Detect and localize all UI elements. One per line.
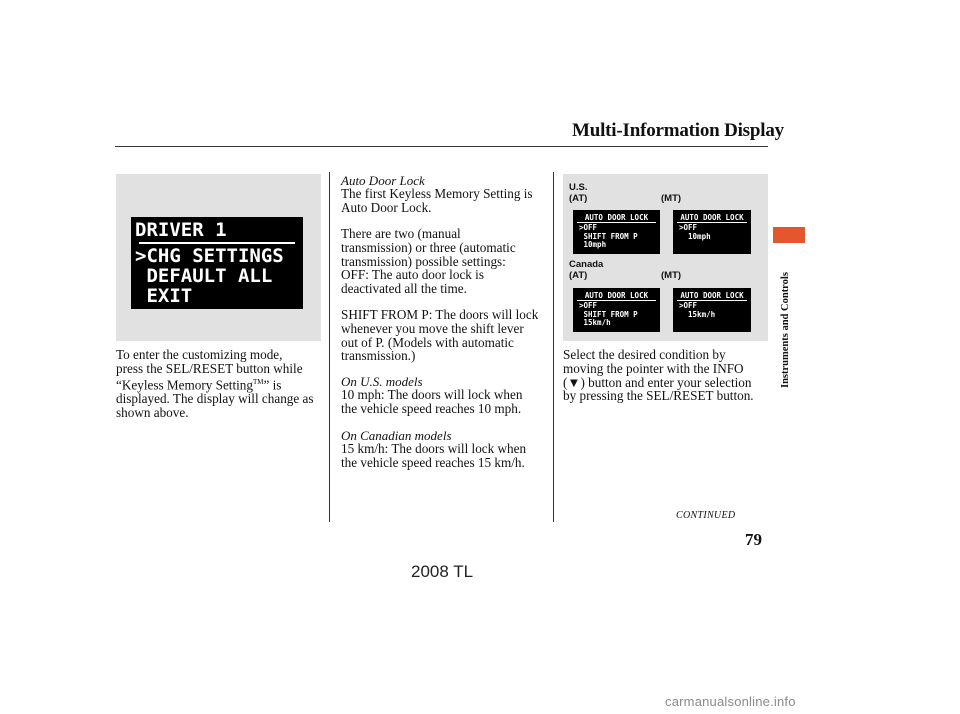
lcd-display	[131, 217, 303, 309]
customizing-text-end: ” is displayed. The display will change as shown above.	[116, 376, 314, 420]
canada-mt-label: (MT)	[661, 270, 682, 281]
us-models-description: 10 mph: The doors will lock when the vehicle speed reaches 10 mph.	[341, 387, 523, 416]
screen-canada-at-options: >OFF SHIFT FROM P 15km/h	[579, 301, 638, 327]
screen-us-at	[573, 210, 660, 254]
section-tab-marker	[773, 227, 805, 243]
customizing-text-start: To enter the customizing mode, press the SEL/RESET button while “Keyless Memory Setting	[116, 347, 303, 392]
us-at-label: U.S. (AT)	[569, 182, 588, 204]
select-condition-instructions: Select the desired condition by moving the pointer with the INFO (▼) button and enter your selection by pressing the SEL/RESET button.	[563, 347, 754, 404]
header-divider	[115, 146, 768, 147]
page-title: Multi-Information Display	[572, 120, 784, 141]
lcd-line-chg-settings: >CHG SETTINGS	[135, 245, 284, 267]
site-watermark: carmanualsonline.info	[665, 694, 796, 709]
canada-at-label: Canada (AT)	[569, 259, 604, 281]
lcd-line-exit: EXIT	[135, 285, 193, 307]
section-side-label-text: Instruments and Controls	[780, 272, 791, 388]
column-divider-left	[329, 172, 330, 522]
settings-screens-panel	[563, 174, 768, 341]
model-watermark: 2008 TL	[411, 562, 474, 581]
lcd-divider	[139, 242, 295, 244]
auto-door-lock-intro: The first Keyless Memory Setting is Auto Door Lock.	[341, 186, 533, 215]
auto-door-lock-heading: Auto Door Lock	[341, 173, 425, 188]
screen-us-mt-title: AUTO DOOR LOCK	[680, 213, 744, 222]
screen-canada-at	[573, 288, 660, 332]
screen-us-at-title: AUTO DOOR LOCK	[584, 213, 649, 222]
screen-canada-mt-options: >OFF 15km/h	[679, 301, 716, 319]
section-side-label	[780, 258, 798, 388]
trademark-mark: TM	[252, 377, 264, 386]
customizing-instructions	[116, 348, 328, 419]
screen-us-mt-options: >OFF 10mph	[679, 223, 711, 241]
continued-label: CONTINUED	[676, 510, 736, 521]
settings-description: There are two (manual transmission) or three (automatic transmission) possible settings: OFF: The auto door lock is deactivated all the time.	[341, 226, 516, 297]
lcd-line-default-all: DEFAULT ALL	[135, 265, 273, 287]
canadian-models-description: 15 km/h: The doors will lock when the vehicle speed reaches 15 km/h.	[341, 441, 527, 470]
page-number: 79	[745, 530, 762, 549]
screen-us-mt	[673, 210, 751, 254]
screen-us-at-options: >OFF SHIFT FROM P 10mph	[579, 223, 638, 249]
lcd-line-driver: DRIVER 1	[135, 219, 227, 241]
screen-canada-mt-title: AUTO DOOR LOCK	[680, 291, 744, 300]
us-mt-label: (MT)	[661, 193, 682, 204]
screen-canada-mt	[673, 288, 751, 332]
display-illustration-panel	[116, 174, 321, 341]
screen-canada-at-title: AUTO DOOR LOCK	[584, 291, 649, 300]
shift-from-p-description: SHIFT FROM P: The doors will lock whenever you move the shift lever out of P. (Models with automatic transmission.)	[341, 307, 539, 364]
canadian-models-heading: On Canadian models	[341, 428, 452, 443]
us-models-heading: On U.S. models	[341, 374, 423, 389]
column-divider-right	[553, 172, 554, 522]
